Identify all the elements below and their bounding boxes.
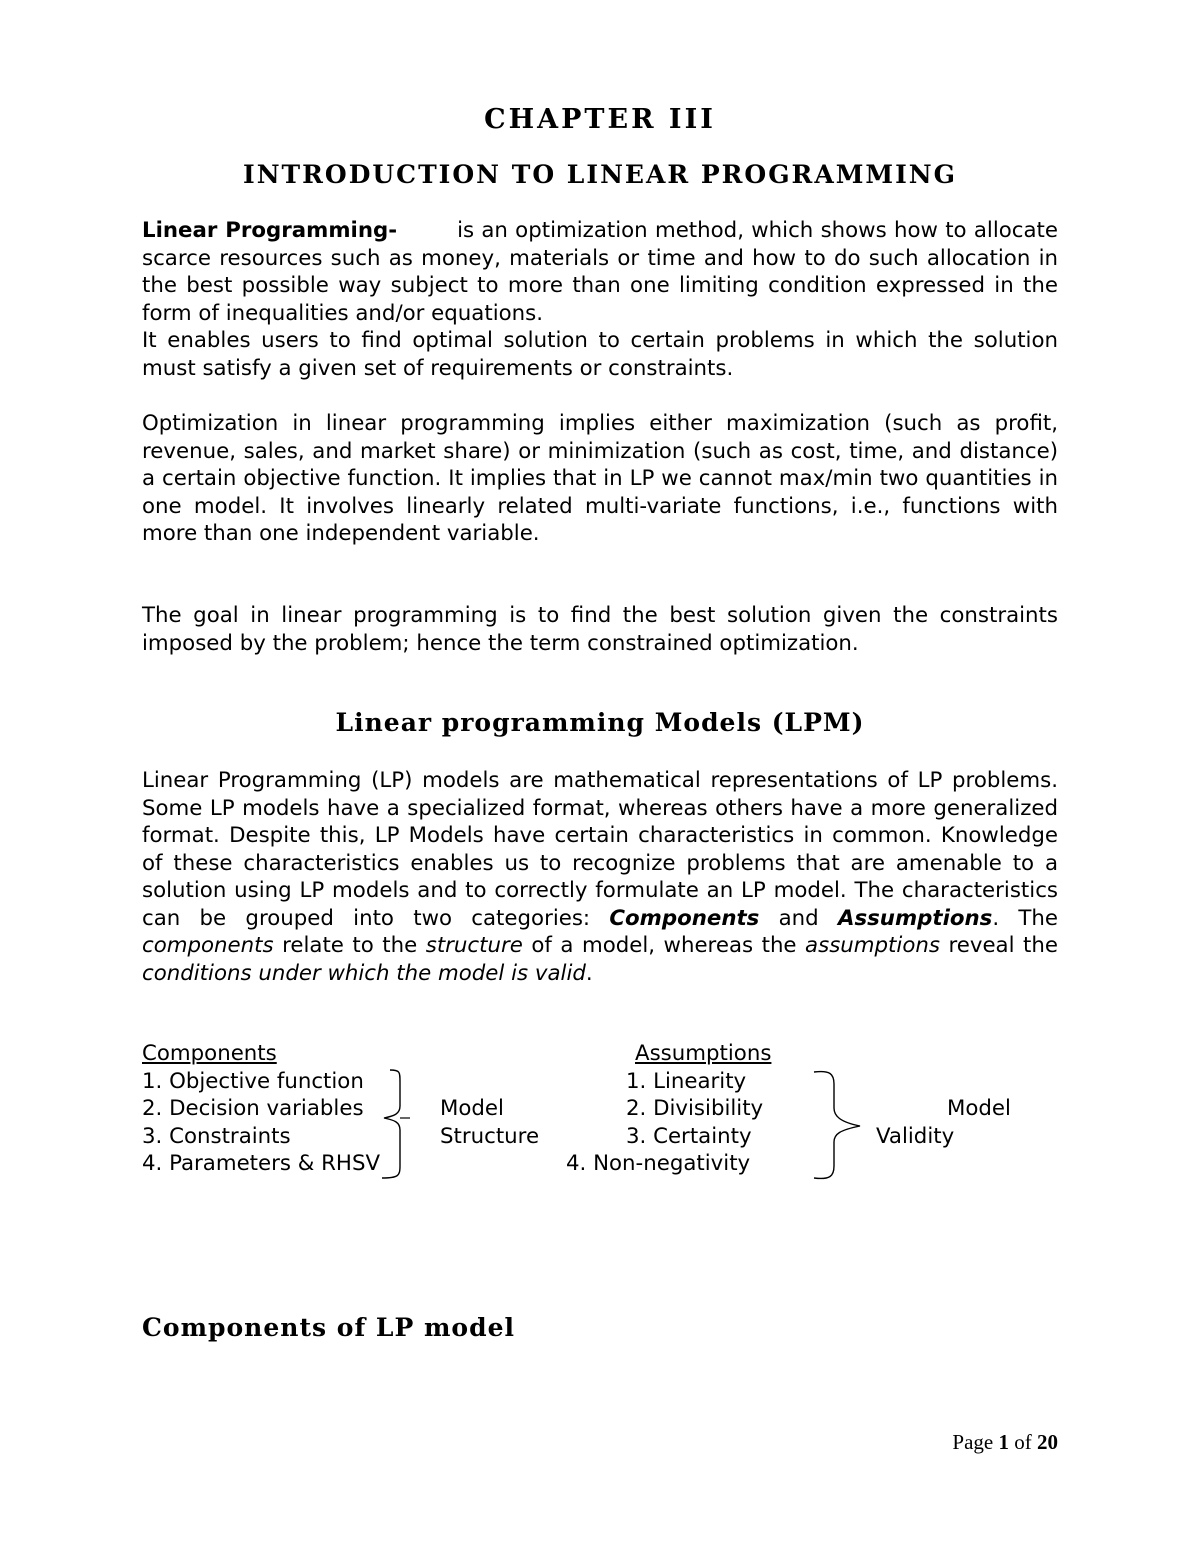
lpm-assumptions-term: Assumptions <box>837 905 993 931</box>
components-header: Components <box>142 1041 277 1066</box>
optimization-paragraph: Optimization in linear programming implies either maximization (such as profit, revenue, sales, and market share) or minimization (such as cost, time, and distance) a certain objective function. It implies that in LP we cannot max/min two quantities in one model. It involves linearly related multi-variate functions, i.e., functions with more than one independent variable. <box>142 411 1058 546</box>
lpm-text-5: reveal the <box>939 933 1058 958</box>
components-brace-icon <box>376 1066 416 1184</box>
assumptions-item-4: 4. Non-negativity <box>566 1151 751 1176</box>
assumptions-item-2: 2. Divisibility <box>626 1096 764 1121</box>
lpm-text-2: . The <box>992 905 1059 931</box>
chapter-subtitle: INTRODUCTION TO LINEAR PROGRAMMING <box>243 160 957 189</box>
components-item-4: 4. Parameters & RHSV <box>142 1151 381 1176</box>
page-footer <box>952 1430 1058 1455</box>
lpm-conditions-italic: conditions under which the model is valid <box>142 960 586 986</box>
chapter-title: CHAPTER III <box>484 104 716 135</box>
lpm-components-term: Components <box>609 905 760 931</box>
lpm-paragraph <box>142 767 1058 987</box>
lpm-structure-italic: structure <box>425 933 523 958</box>
lpm-text-4: of a model, whereas the <box>522 933 806 958</box>
footer-page-total: 20 <box>1037 1430 1058 1454</box>
components-item-3: 3. Constraints <box>142 1124 291 1149</box>
footer-page-number: 1 <box>998 1430 1009 1454</box>
components-group-label-2: Structure <box>440 1124 540 1149</box>
components-group-label-1: Model <box>440 1096 504 1121</box>
section-heading-components: Components of LP model <box>142 1313 515 1342</box>
definition-text: is an optimization method, which shows how to allocate scarce resources such as money, materials or time and how to do such allocation in the best possible way subject to more than one limiting condition expressed in the form of inequalities and/or equations. <box>142 218 1058 326</box>
assumptions-header: Assumptions <box>635 1041 772 1066</box>
lpm-assumptions-italic: assumptions <box>805 933 940 958</box>
assumptions-brace-icon <box>810 1066 870 1184</box>
assumptions-item-3: 3. Certainty <box>626 1124 752 1149</box>
lpm-text-6: . <box>585 960 593 986</box>
assumptions-item-1: 1. Linearity <box>626 1069 747 1094</box>
components-item-2: 2. Decision variables <box>142 1096 364 1121</box>
section-heading-lpm: Linear programming Models (LPM) <box>335 708 865 737</box>
definition-paragraph <box>142 217 1058 327</box>
components-item-1: 1. Objective function <box>142 1069 364 1094</box>
lpm-components-italic: components <box>142 933 274 958</box>
assumptions-group-label-2: Validity <box>876 1124 955 1149</box>
lpm-text-and: and <box>759 905 838 931</box>
footer-of-word: of <box>1014 1430 1032 1454</box>
goal-paragraph: The goal in linear programming is to find the best solution given the constraints imposed by the problem; hence the term constrained optimization. <box>142 603 1058 656</box>
definition-term: Linear Programming- <box>142 218 398 243</box>
assumptions-group-label-1: Model <box>947 1096 1011 1121</box>
footer-page-word: Page <box>952 1430 994 1454</box>
definition-paragraph-2: It enables users to find optimal solution to certain problems in which the solution must satisfy a given set of requirements or constraints. <box>142 328 1058 381</box>
lpm-text-3: relate to the <box>273 933 426 958</box>
lpm-text-1: Linear Programming (LP) models are mathematical representations of LP problems. Some LP models have a specialized format, whereas others have a more generalized format. Despite this, LP Models have certain characteristics in common. Knowledge of these characteristics enables us to recognize problems that are amenable to a solution using LP models and to correctly formulate an LP model. The characteristics can be grouped into two categories: <box>142 768 1058 931</box>
